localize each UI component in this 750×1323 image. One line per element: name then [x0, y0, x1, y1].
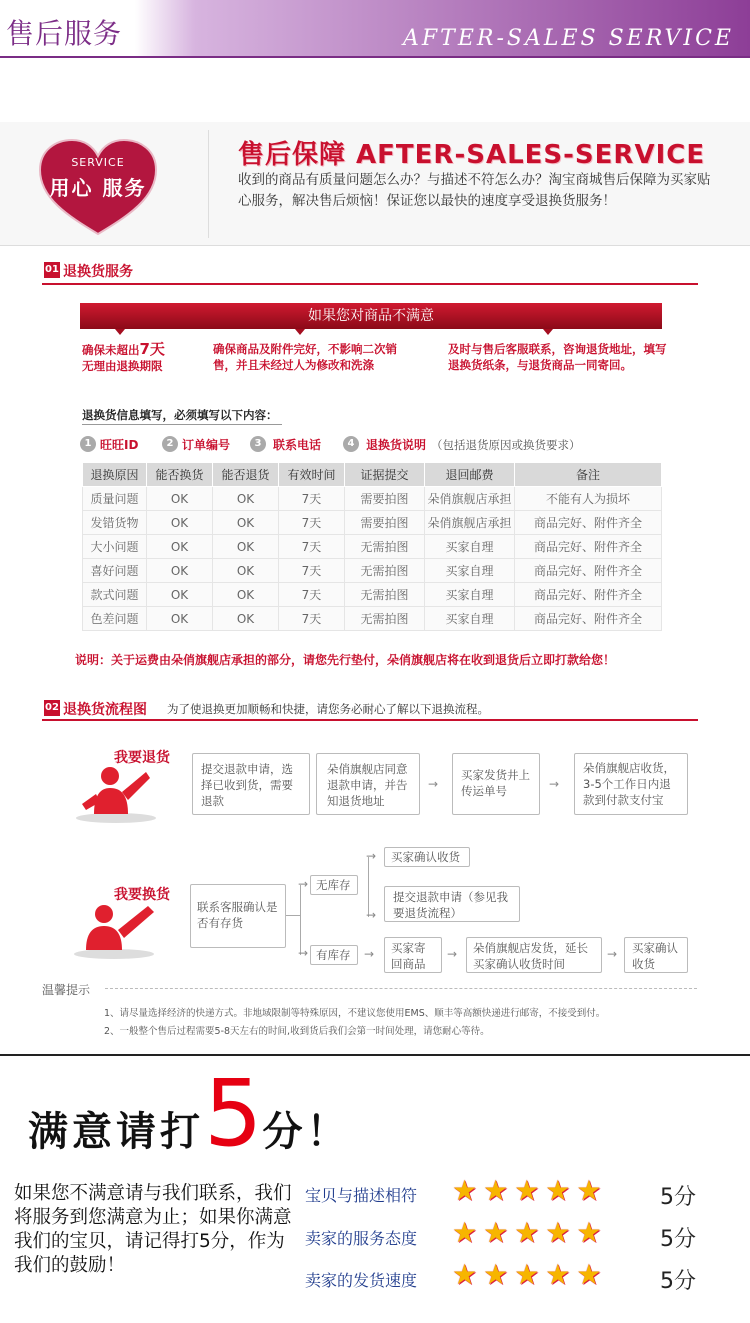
step-number: 1 — [80, 436, 96, 452]
step-number: 3 — [250, 436, 266, 452]
section1-line — [42, 283, 698, 285]
section-divider — [0, 1054, 750, 1056]
table-cell: 需要拍图 — [345, 487, 425, 511]
table-cell: 商品完好、附件齐全 — [515, 559, 662, 583]
fill-underline — [82, 424, 282, 425]
table-header: 退回邮费 — [425, 463, 515, 487]
badge-cn-text: 用心 服务 — [49, 176, 147, 200]
table-row — [83, 511, 662, 535]
banner-title: 售后服务 — [6, 17, 123, 50]
step-number: 4 — [343, 436, 359, 452]
rating-label-service: 卖家的服务态度 — [305, 1229, 418, 1248]
arrow-right-icon: → — [607, 947, 618, 961]
in-stock-step-3: 买家确认收货 — [624, 937, 688, 973]
in-stock-step-2: 朵俏旗舰店发货，延长买家确认收货时间 — [466, 937, 602, 973]
step-label-order: 订单编号 — [182, 438, 231, 452]
table-cell: 买家自理 — [425, 535, 515, 559]
star-rating-icon: ★★★★★ — [452, 1258, 608, 1291]
table-cell: 色差问题 — [83, 607, 147, 631]
table-header: 能否换货 — [147, 463, 213, 487]
tip-1: 1、请尽量选择经济的快递方式。非地域限制等特殊原因，不建议您使用EMS、顺丰等高额快递进行邮寄，不接受到付。 — [104, 1008, 606, 1019]
table-row — [83, 487, 662, 511]
rating-headline — [28, 1060, 351, 1167]
table-cell: 无需拍图 — [345, 559, 425, 583]
table-cell: 无需拍图 — [345, 607, 425, 631]
rating-label-shipping: 卖家的发货速度 — [305, 1271, 418, 1290]
return-step-3: 买家发货井上传运单号 — [452, 753, 540, 815]
step-extra: （包括退货原因或换货要求） — [431, 438, 581, 452]
badge-en-text: SERVICE — [71, 156, 125, 169]
table-cell: OK — [147, 607, 213, 631]
in-stock-label: 有库存 — [310, 945, 358, 965]
table-row — [83, 583, 662, 607]
fill-title: 退换货信息填写，必须填写以下内容： — [82, 408, 278, 422]
table-cell: 需要拍图 — [345, 511, 425, 535]
step-number: 2 — [162, 436, 178, 452]
table-cell: 7天 — [279, 511, 345, 535]
table-cell: 买家自理 — [425, 559, 515, 583]
table-cell: OK — [147, 487, 213, 511]
return-flow-head: 我要退货 — [114, 750, 170, 766]
rating-score: 5分 — [660, 1185, 696, 1210]
arrow-right-icon: → — [298, 877, 309, 891]
no-stock-confirm: 买家确认收货 — [384, 847, 470, 867]
note-7days — [82, 341, 192, 374]
section1-number: 01 — [44, 262, 60, 278]
table-cell: OK — [213, 535, 279, 559]
arrow-right-icon: → — [428, 777, 439, 791]
section1-title: 退换货服务 — [63, 264, 133, 280]
table-cell: 大小问题 — [83, 535, 147, 559]
arrow-right-icon: → — [298, 946, 309, 960]
person-exchange-icon — [68, 898, 162, 960]
table-cell: 买家自理 — [425, 583, 515, 607]
star-rating-icon: ★★★★★ — [452, 1174, 608, 1207]
table-cell: 喜好问题 — [83, 559, 147, 583]
table-header: 备注 — [515, 463, 662, 487]
table-cell: 7天 — [279, 487, 345, 511]
table-cell: 商品完好、附件齐全 — [515, 583, 662, 607]
star-rating-icon: ★★★★★ — [452, 1216, 608, 1249]
table-header-row — [83, 463, 662, 487]
table-cell: OK — [147, 583, 213, 607]
table-cell: OK — [147, 559, 213, 583]
table-cell: OK — [213, 559, 279, 583]
exchange-flow-head: 我要换货 — [114, 887, 170, 903]
step-label-phone: 联系电话 — [273, 438, 322, 452]
intro-text: 收到的商品有质量问题怎么办？与描述不符怎么办？淘宝商城售后保障为买家贴心服务，解决售后烦恼！保证您以最快的速度享受退换货服务！ — [238, 172, 711, 209]
return-step-1: 提交退款申请，选择已收到货，需要退款 — [192, 753, 310, 815]
no-stock-refund: 提交退款申请（参见我要退货流程） — [384, 886, 520, 922]
table-cell: 买家自理 — [425, 607, 515, 631]
intro-divider — [208, 130, 209, 238]
table-row — [83, 535, 662, 559]
section2-title: 退换货流程图 — [63, 702, 147, 718]
arrow-right-icon: → — [549, 777, 560, 791]
table-cell: OK — [213, 511, 279, 535]
flow-connector — [286, 915, 300, 916]
note-contact: 及时与售后客服联系，咨询退货地址，填写退换货纸条，与退货商品一同寄回。 — [448, 342, 667, 372]
person-return-icon — [70, 762, 162, 824]
ribbon-notch — [115, 329, 125, 335]
tips-divider — [105, 988, 697, 989]
table-cell: 商品完好、附件齐全 — [515, 535, 662, 559]
flow-connector — [300, 885, 301, 955]
table-cell: OK — [213, 487, 279, 511]
headline-five: 5 — [204, 1060, 263, 1167]
return-policy-table — [82, 462, 662, 631]
table-cell: OK — [147, 535, 213, 559]
freight-explanation: 说明：关于运费由朵俏旗舰店承担的部分，请您先行垫付，朵俏旗舰店将在收到退货后立即打款给您！ — [75, 653, 616, 667]
table-cell: 商品完好、附件齐全 — [515, 511, 662, 535]
table-cell: 朵俏旗舰店承担 — [425, 511, 515, 535]
step-label-explain: 退换货说明 — [366, 438, 427, 452]
table-cell: 7天 — [279, 583, 345, 607]
return-step-4: 朵俏旗舰店收货，3-5个工作日内退款到付款支付宝 — [574, 753, 688, 815]
headline-pre: 满意请打 — [28, 1109, 204, 1155]
headline-post: 分！ — [262, 1109, 351, 1155]
rating-score: 5分 — [660, 1227, 696, 1252]
table-cell: 款式问题 — [83, 583, 147, 607]
note-condition: 确保商品及附件完好，不影响二次销售，并且未经过人为修改和洗涤 — [213, 342, 397, 372]
section2-desc: 为了使退换更加顺畅和快捷，请您务必耐心了解以下退换流程。 — [167, 702, 489, 716]
ribbon-notch — [295, 329, 305, 335]
rating-message: 如果您不满意请与我们联系，我们将服务到您满意为止；如果你满意我们的宝贝，请记得打5分，作为我们的鼓励！ — [14, 1183, 292, 1276]
table-header: 证据提交 — [345, 463, 425, 487]
arrow-right-icon: → — [366, 849, 377, 863]
table-cell: 质量问题 — [83, 487, 147, 511]
table-cell: OK — [213, 607, 279, 631]
ribbon-banner: 如果您对商品不满意 — [80, 303, 662, 329]
table-header: 有效时间 — [279, 463, 345, 487]
table-header: 能否退货 — [213, 463, 279, 487]
table-cell: 不能有人为损坏 — [515, 487, 662, 511]
table-cell: 7天 — [279, 559, 345, 583]
table-cell: 朵俏旗舰店承担 — [425, 487, 515, 511]
note-7days-pre: 确保未超出 — [82, 343, 140, 357]
tip-2: 2、一般整个售后过程需要5-8天左右的时间,收到货后我们会第一时间处理，请您耐心等待。 — [104, 1026, 490, 1037]
table-cell: 商品完好、附件齐全 — [515, 607, 662, 631]
note-7days-post: 无理由退换期限 — [82, 359, 163, 373]
rating-score: 5分 — [660, 1269, 696, 1294]
return-step-2: 朵俏旗舰店同意退款申请，并告知退货地址 — [316, 753, 420, 815]
table-cell: 发错货物 — [83, 511, 147, 535]
banner-subtitle: AFTER-SALES SERVICE — [403, 26, 734, 51]
section2-number: 02 — [44, 700, 60, 716]
step-label-wangwang: 旺旺ID — [100, 438, 139, 452]
table-row — [83, 559, 662, 583]
table-cell: 无需拍图 — [345, 535, 425, 559]
table-cell: 7天 — [279, 607, 345, 631]
arrow-right-icon: → — [366, 908, 377, 922]
table-cell: 无需拍图 — [345, 583, 425, 607]
arrow-right-icon: → — [447, 947, 458, 961]
exchange-step-contact: 联系客服确认是否有存货 — [190, 884, 286, 948]
ribbon-notch — [543, 329, 553, 335]
note-7days-big: 7天 — [139, 340, 165, 358]
table-header: 退换原因 — [83, 463, 147, 487]
no-stock-label: 无库存 — [310, 875, 358, 895]
tips-title: 温馨提示 — [42, 983, 91, 997]
rating-label-description: 宝贝与描述相符 — [305, 1186, 418, 1205]
table-row — [83, 607, 662, 631]
intro-title: 售后保障 AFTER-SALES-SERVICE — [238, 140, 706, 170]
arrow-right-icon: → — [364, 947, 375, 961]
table-cell: OK — [147, 511, 213, 535]
table-cell: 7天 — [279, 535, 345, 559]
in-stock-step-1: 买家寄回商品 — [384, 937, 442, 973]
table-cell: OK — [213, 583, 279, 607]
section2-line — [42, 719, 698, 721]
